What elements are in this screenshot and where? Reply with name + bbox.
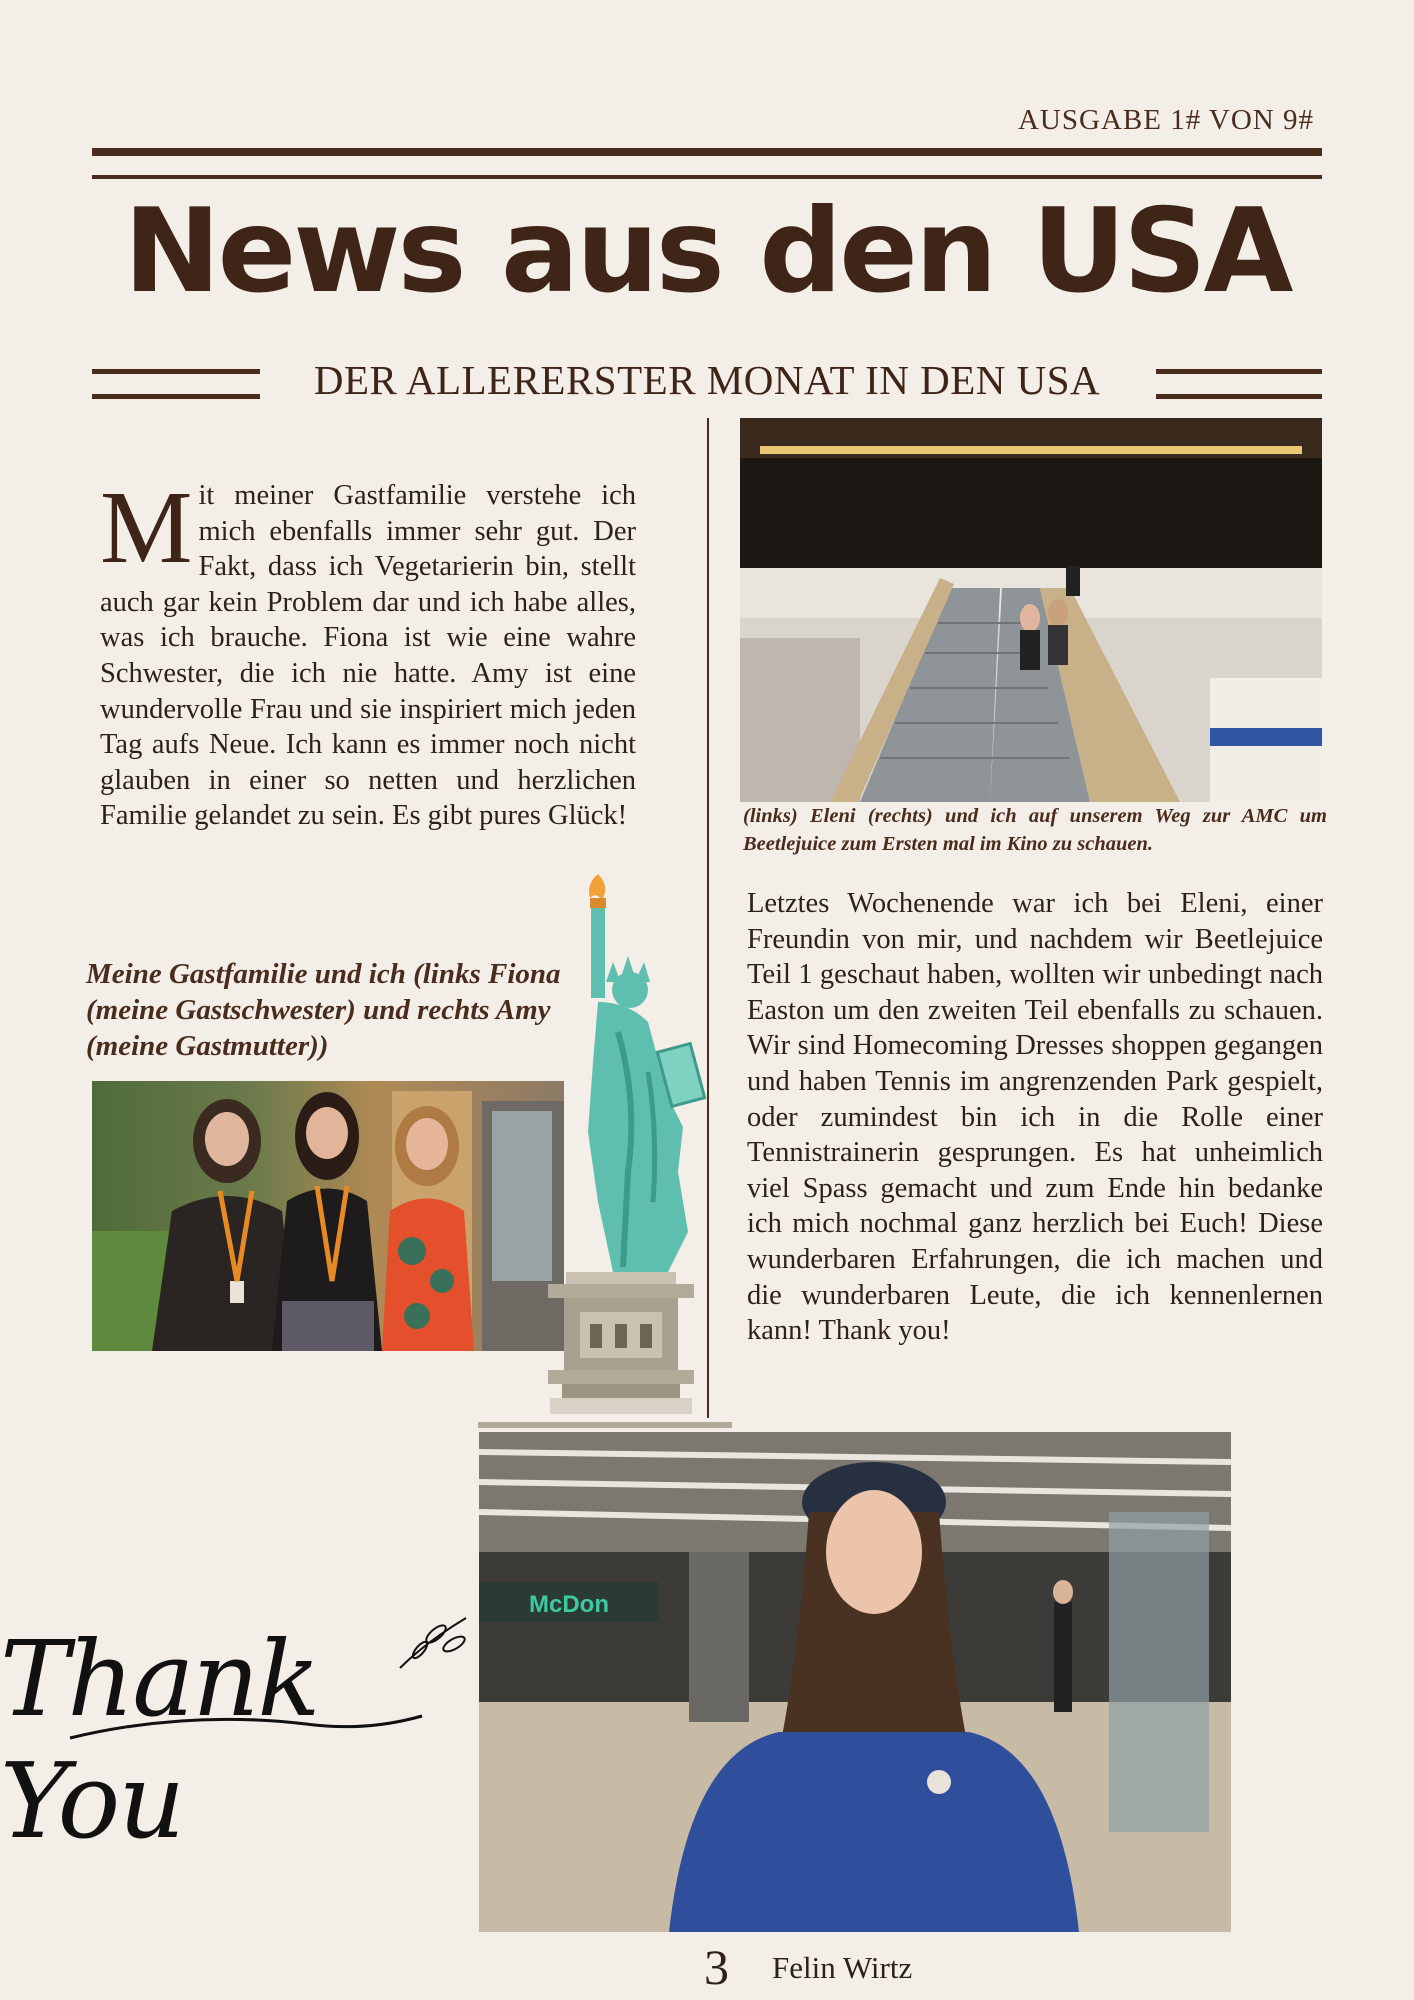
subtitle: DER ALLERERSTER MONAT IN DEN USA [313, 357, 1101, 403]
escalator-photo [740, 418, 1322, 802]
mcdonalds-sign: McDon [529, 1591, 609, 1618]
subtitle-rule-right-2 [1156, 394, 1322, 399]
subtitle-rule-right-1 [1156, 369, 1322, 374]
subtitle-rule-left-1 [92, 369, 260, 374]
statue-of-liberty-illustration [478, 872, 732, 1428]
leaf-doodle-icon [396, 1612, 476, 1672]
thank-you-script: Thank You [0, 1618, 319, 1862]
page-title: News aus den USA [123, 184, 1291, 319]
host-family-caption: Meine Gastfamilie und ich (links Fiona (meine Gastschwester) und rechts Amy (meine Gastmutter)) [86, 958, 561, 1062]
article-left-text: it meiner Gastfamilie verstehe ich mich ebenfalls immer sehr gut. Der Fakt, dass ich Vegetarierin bin, stellt auch gar kein Problem dar und ich habe alles, was ich brauche. Fiona ist wie eine wahre Schwester, die ich nie hatte. Amy ist eine wundervolle Frau und sie inspiriert mich jeden Tag aufs Neue. Ich kann es immer noch nicht glauben in einer so netten und herzlichen Familie gelandet zu sein. Es gibt pures Glück! [100, 480, 636, 832]
author-name: Felin Wirtz [772, 1950, 913, 1985]
article-left-body [100, 470, 636, 834]
thank-you-underline-swash [66, 1706, 426, 1746]
page-number: 3 [704, 1939, 729, 1995]
subtitle-rule-left-2 [92, 394, 260, 399]
issue-number: AUSGABE 1# VON 9# [1017, 104, 1314, 136]
airport-photo [479, 1432, 1231, 1932]
header-rule-thick [92, 148, 1322, 156]
article-right-body: Letztes Wochenende war ich bei Eleni, einer Freundin von mir, und nachdem wir Beetlejuice Teil 1 geschaut haben, wollten wir unbedingt nach Easton um den zweiten Teil ebenfalls zu schauen. Wir sind Homecoming Dresses shoppen gegangen und haben Tennis im angrenzenden Park gespielt, oder zumindest bin ich in die Rolle einer Tennistrainerin gesprungen. Es hat unheimlich viel Spass gemacht und zum Ende hin bedanke ich mich nochmal ganz herzlich bei Euch! Diese wunderbaren Erfahrungen, die ich machen und die wunderbaren Leute, die ich kennenlernen kann! Thank you! [747, 888, 1323, 1347]
escalator-caption: (links) Eleni (rechts) und ich auf unserem Weg zur AMC um Beetlejuice zum Ersten mal im Kino zu schauen. [743, 805, 1327, 855]
header-rule-thin [92, 175, 1322, 179]
drop-cap: M [100, 470, 193, 585]
